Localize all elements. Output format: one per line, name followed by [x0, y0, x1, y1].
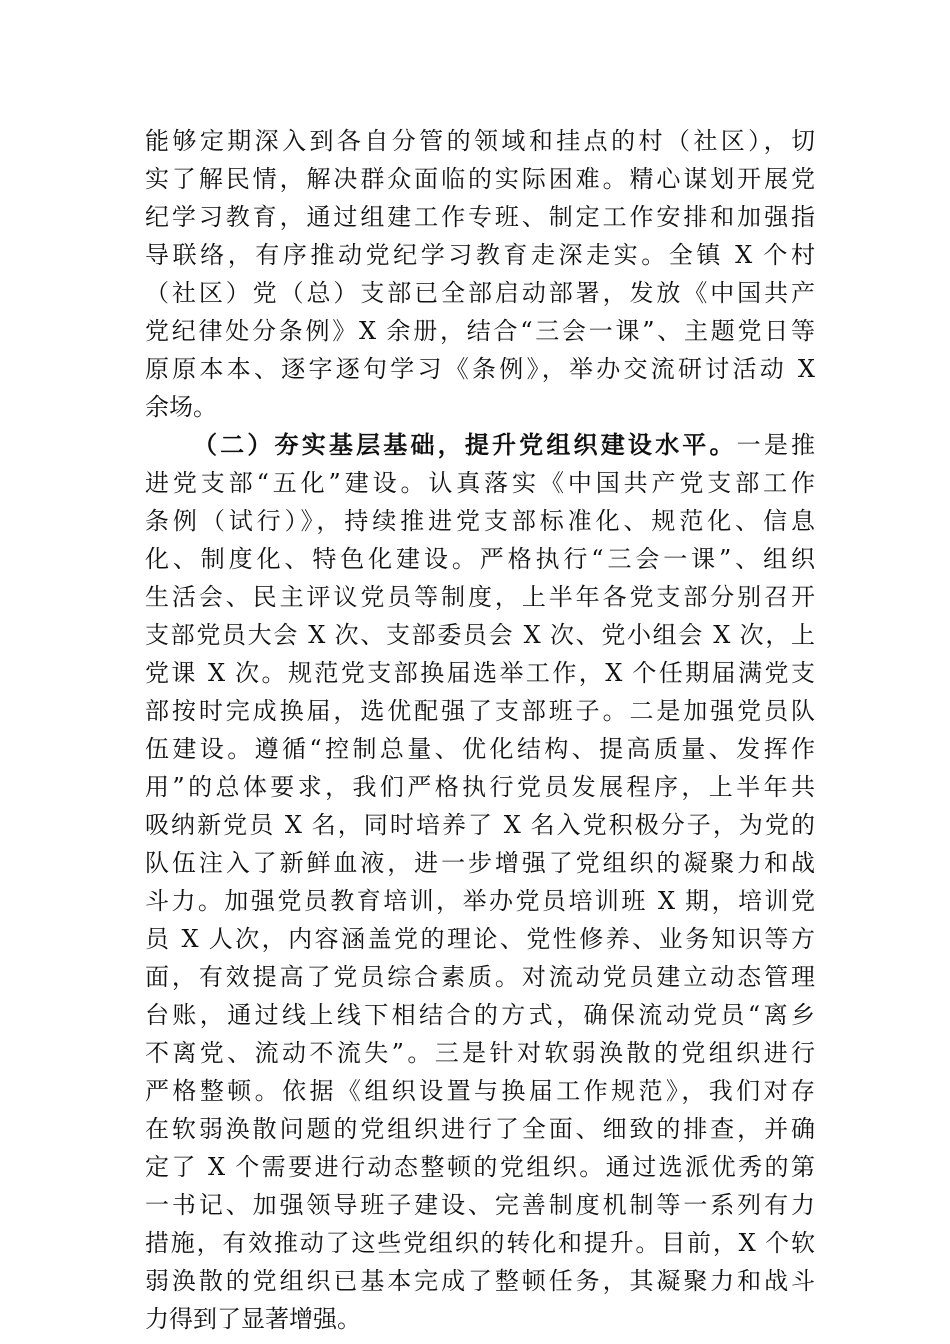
text-line: 条例（试行）》，持续推进党支部标准化、规范化、信息	[145, 507, 815, 535]
text-line: 弱涣散的党组织已基本完成了整顿任务，其凝聚力和战斗	[145, 1267, 815, 1295]
text-line: 纪学习教育，通过组建工作专班、制定工作安排和加强指	[145, 203, 815, 231]
text-line: 斗力。加强党员教育培训，举办党员培训班 X 期，培训党	[145, 887, 815, 915]
text-line: 化、制度化、特色化建设。严格执行“三会一课”、组织	[145, 545, 815, 573]
text-line: 员 X 人次，内容涵盖党的理论、党性修养、业务知识等方	[145, 925, 815, 953]
document-body	[145, 122, 815, 1338]
text-line: 一书记、加强领导班子建设、完善制度机制等一系列有力	[145, 1191, 815, 1219]
section-heading: （二）夯实基层基础，提升党组织建设水平。	[193, 430, 737, 459]
section-heading-line	[145, 426, 815, 464]
text-line: 台账，通过线上线下相结合的方式，确保流动党员“离乡	[145, 1001, 815, 1029]
text-line: 面，有效提高了党员综合素质。对流动党员建立动态管理	[145, 963, 815, 991]
text-line: 余场。	[145, 393, 217, 421]
text-line: 用”的总体要求，我们严格执行党员发展程序，上半年共	[145, 773, 815, 801]
text-line: 能够定期深入到各自分管的领域和挂点的村（社区），切	[145, 127, 815, 155]
section-heading-tail: 一是推	[736, 431, 816, 459]
text-line: 党纪律处分条例》X 余册，结合“三会一课”、主题党日等	[145, 317, 815, 345]
text-line: 导联络，有序推动党纪学习教育走深走实。全镇 X 个村	[145, 241, 815, 269]
text-line: 原原本本、逐字逐句学习《条例》，举办交流研讨活动 X	[145, 355, 815, 383]
text-line: 进党支部“五化”建设。认真落实《中国共产党支部工作	[145, 469, 815, 497]
text-line: （社区）党（总）支部已全部启动部署，发放《中国共产	[145, 279, 815, 307]
text-line: 队伍注入了新鲜血液，进一步增强了党组织的凝聚力和战	[145, 849, 815, 877]
text-line: 伍建设。遵循“控制总量、优化结构、提高质量、发挥作	[145, 735, 815, 763]
text-line: 支部党员大会 X 次、支部委员会 X 次、党小组会 X 次，上	[145, 621, 815, 649]
text-line: 力得到了显著增强。	[145, 1305, 361, 1333]
text-line: 实了解民情，解决群众面临的实际困难。精心谋划开展党	[145, 165, 815, 193]
text-line: 在软弱涣散问题的党组织进行了全面、细致的排查，并确	[145, 1115, 815, 1143]
text-line: 吸纳新党员 X 名，同时培养了 X 名入党积极分子，为党的	[145, 811, 815, 839]
text-line: 严格整顿。依据《组织设置与换届工作规范》，我们对存	[145, 1077, 815, 1105]
text-line: 措施，有效推动了这些党组织的转化和提升。目前，X 个软	[145, 1229, 815, 1257]
text-line: 部按时完成换届，选优配强了支部班子。二是加强党员队	[145, 697, 815, 725]
text-line: 不离党、流动不流失”。三是针对软弱涣散的党组织进行	[145, 1039, 815, 1067]
text-line: 党课 X 次。规范党支部换届选举工作，X 个任期届满党支	[145, 659, 815, 687]
text-line: 生活会、民主评议党员等制度，上半年各党支部分别召开	[145, 583, 815, 611]
text-line: 定了 X 个需要进行动态整顿的党组织。通过选派优秀的第	[145, 1153, 815, 1181]
